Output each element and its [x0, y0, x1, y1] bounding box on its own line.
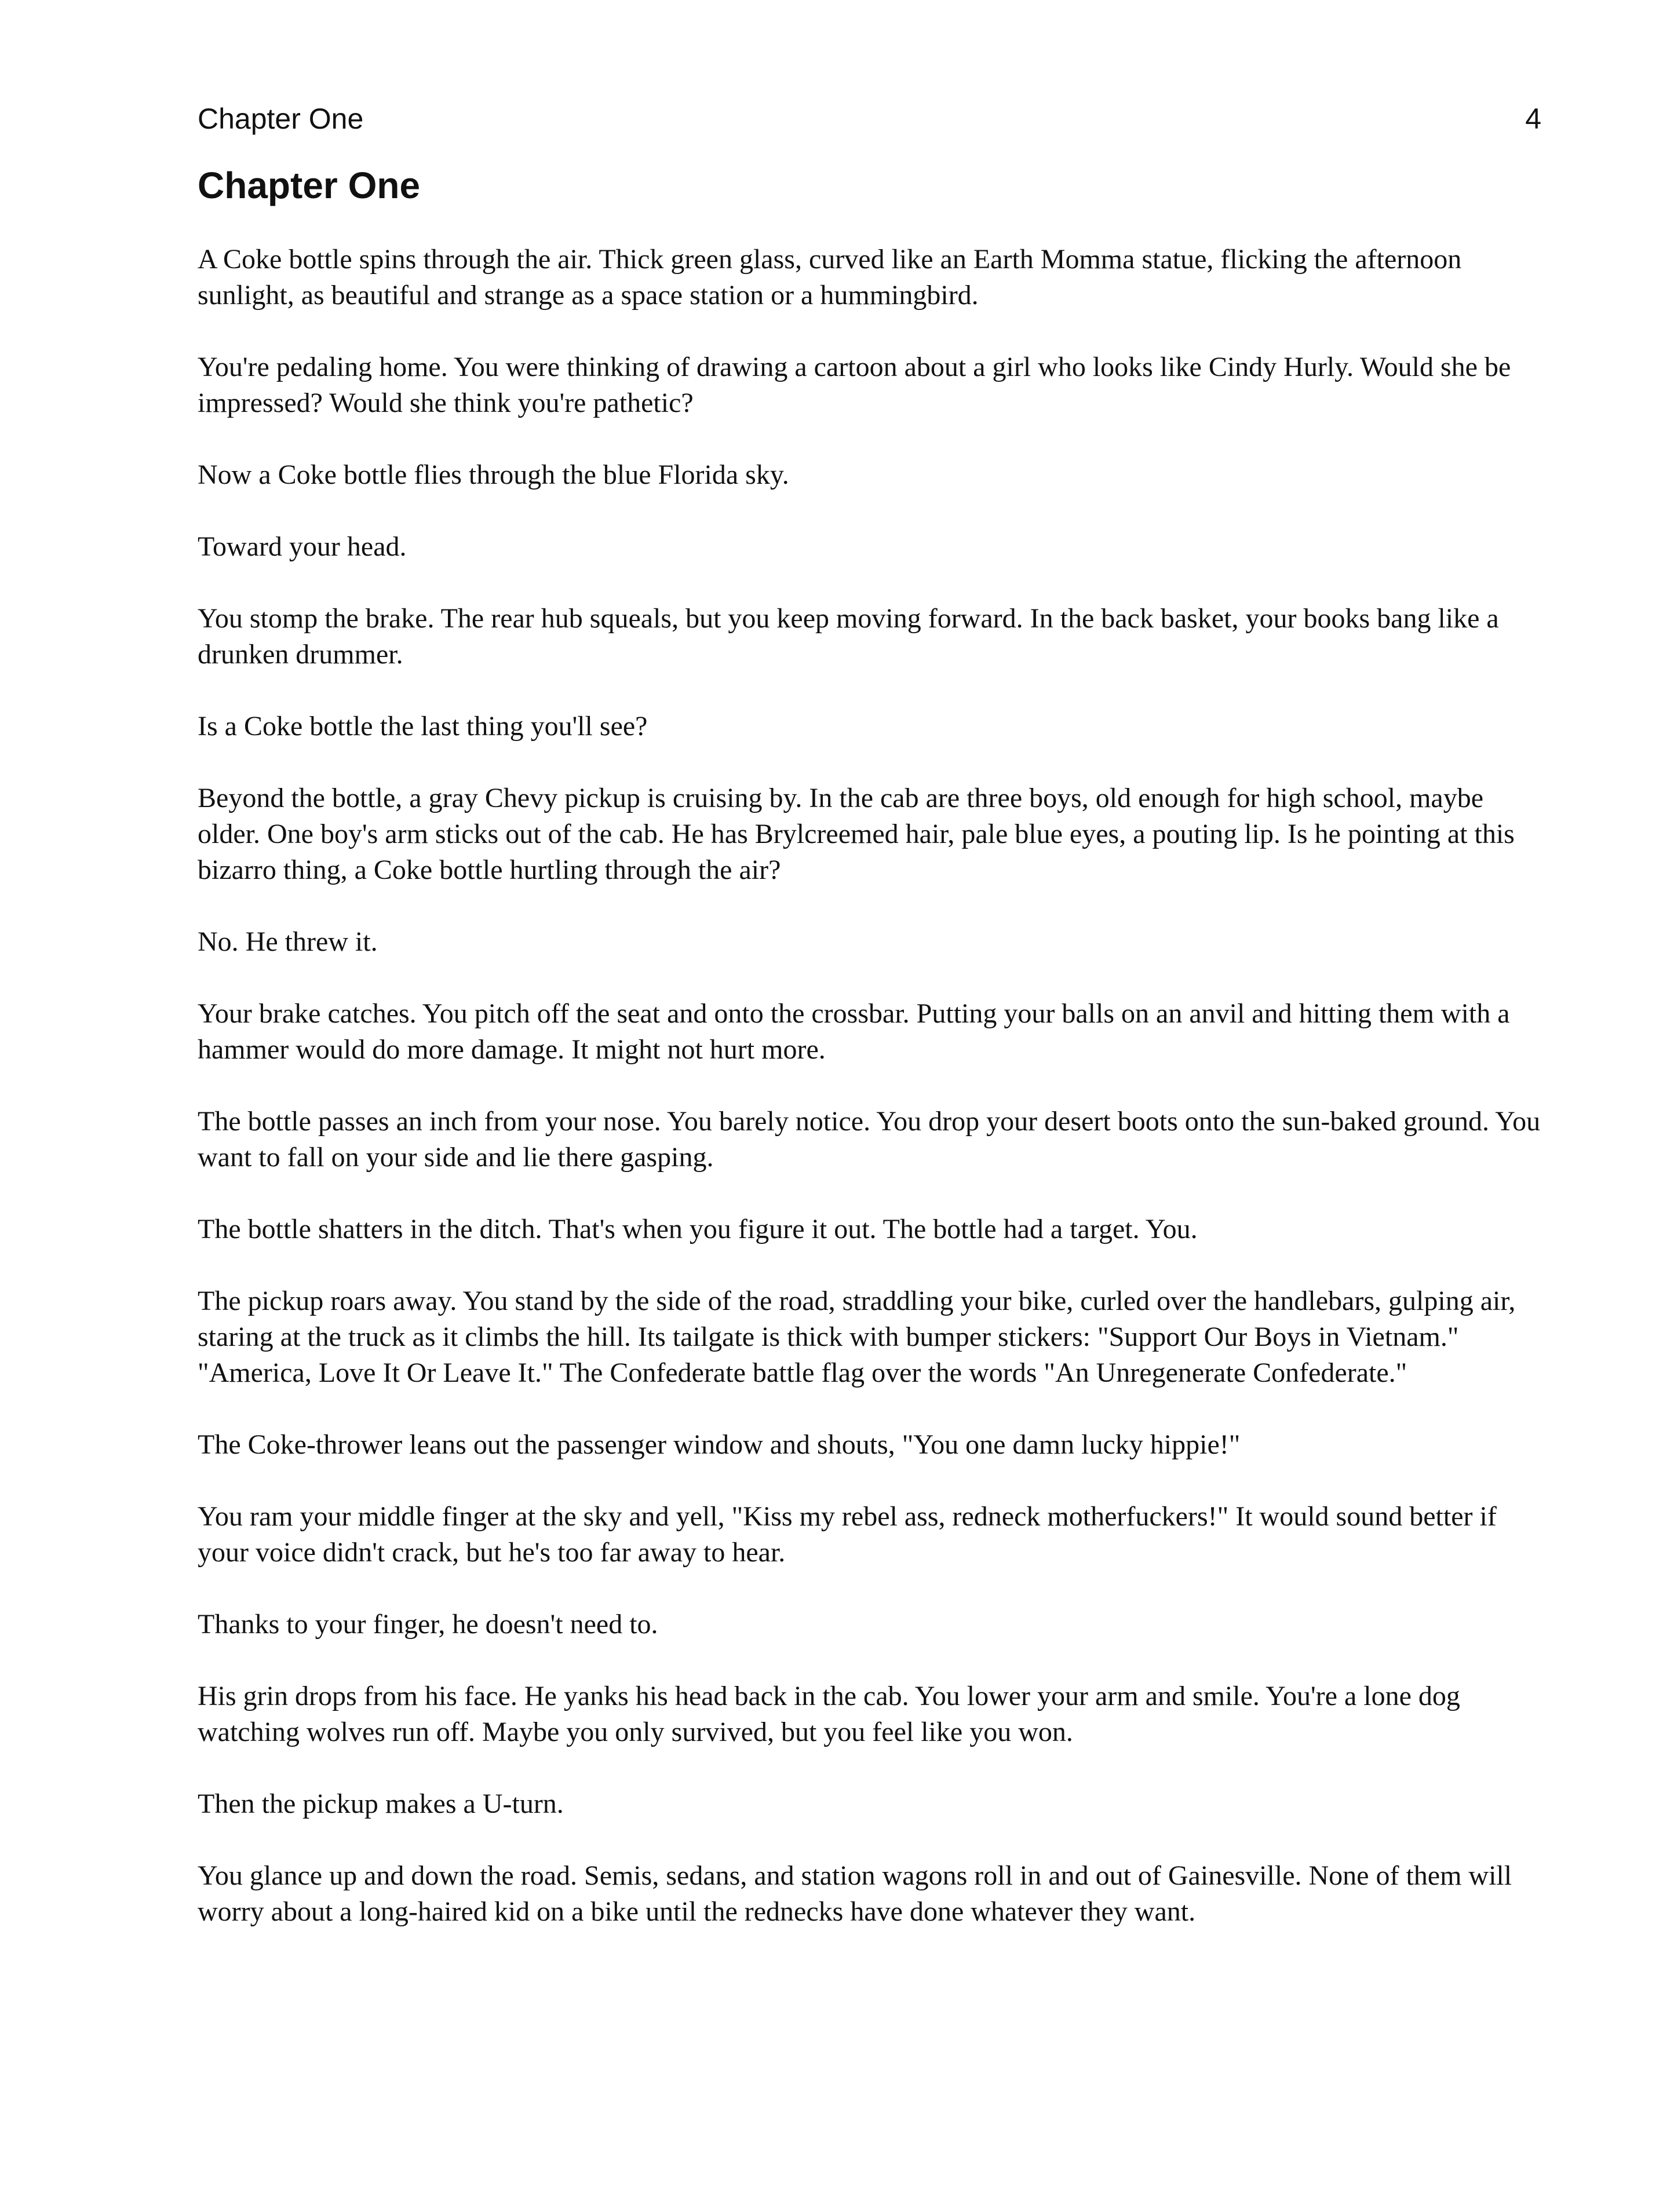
- paragraph: The Coke-thrower leans out the passenger window and shouts, "You one damn lucky hippie!": [198, 1429, 1241, 1460]
- paragraph: Thanks to your finger, he doesn't need to.: [198, 1609, 658, 1640]
- running-header: [198, 98, 1541, 139]
- paragraph: You stomp the brake. The rear hub squeals, but you keep moving forward. In the back basket, your books bang like a drunken drummer.: [198, 603, 1499, 670]
- paragraph: Your brake catches. You pitch off the seat and onto the crossbar. Putting your balls on an anvil and hitting them with a hammer would do more damage. It might not hurt more.: [198, 998, 1510, 1065]
- paragraph: The pickup roars away. You stand by the side of the road, straddling your bike, curled over the handlebars, gulping air, staring at the truck as it climbs the hill. Its tailgate is thick with bumper stickers: "Support Our Boys in Vietnam." "America, Love It Or Leave It." The Confederate battle flag over the words "An Unregenerate Confederate.": [198, 1286, 1516, 1388]
- paragraph: The bottle shatters in the ditch. That's when you figure it out. The bottle had a target. You.: [198, 1214, 1198, 1244]
- chapter-body: [198, 242, 1542, 1966]
- paragraph: You ram your middle finger at the sky and yell, "Kiss my rebel ass, redneck motherfuckers!" It would sound better if your voice didn't crack, but he's too far away to hear.: [198, 1501, 1497, 1568]
- paragraph: You glance up and down the road. Semis, sedans, and station wagons roll in and out of Gainesville. None of them will worry about a long-haired kid on a bike until the rednecks have done whatever they want.: [198, 1860, 1512, 1927]
- page-number: 4: [1525, 103, 1541, 135]
- paragraph: Then the pickup makes a U-turn.: [198, 1788, 564, 1819]
- paragraph: His grin drops from his face. He yanks his head back in the cab. You lower your arm and smile. You're a lone dog watching wolves run off. Maybe you only survived, but you feel like you won.: [198, 1681, 1460, 1747]
- paragraph: The bottle passes an inch from your nose. You barely notice. You drop your desert boots onto the sun-baked ground. You want to fall on your side and lie there gasping.: [198, 1106, 1541, 1173]
- paragraph: Is a Coke bottle the last thing you'll see?: [198, 711, 648, 742]
- running-header-title: Chapter One: [198, 103, 364, 135]
- paragraph: No. He threw it.: [198, 926, 378, 957]
- chapter-title: Chapter One: [198, 165, 421, 206]
- paragraph: Toward your head.: [198, 531, 407, 562]
- paragraph: You're pedaling home. You were thinking of drawing a cartoon about a girl who looks like Cindy Hurly. Would she be impressed? Would she think you're pathetic?: [198, 352, 1511, 418]
- paragraph: A Coke bottle spins through the air. Thick green glass, curved like an Earth Momma statue, flicking the afternoon sunlight, as beautiful and strange as a space station or a hummingbird.: [198, 244, 1462, 311]
- paragraph: Now a Coke bottle flies through the blue Florida sky.: [198, 459, 789, 490]
- paragraph: Beyond the bottle, a gray Chevy pickup is cruising by. In the cab are three boys, old enough for high school, maybe older. One boy's arm sticks out of the cab. He has Brylcreemed hair, pale blue eyes, a pouting lip. Is he pointing at this bizarro thing, a Coke bottle hurtling through the air?: [198, 783, 1515, 885]
